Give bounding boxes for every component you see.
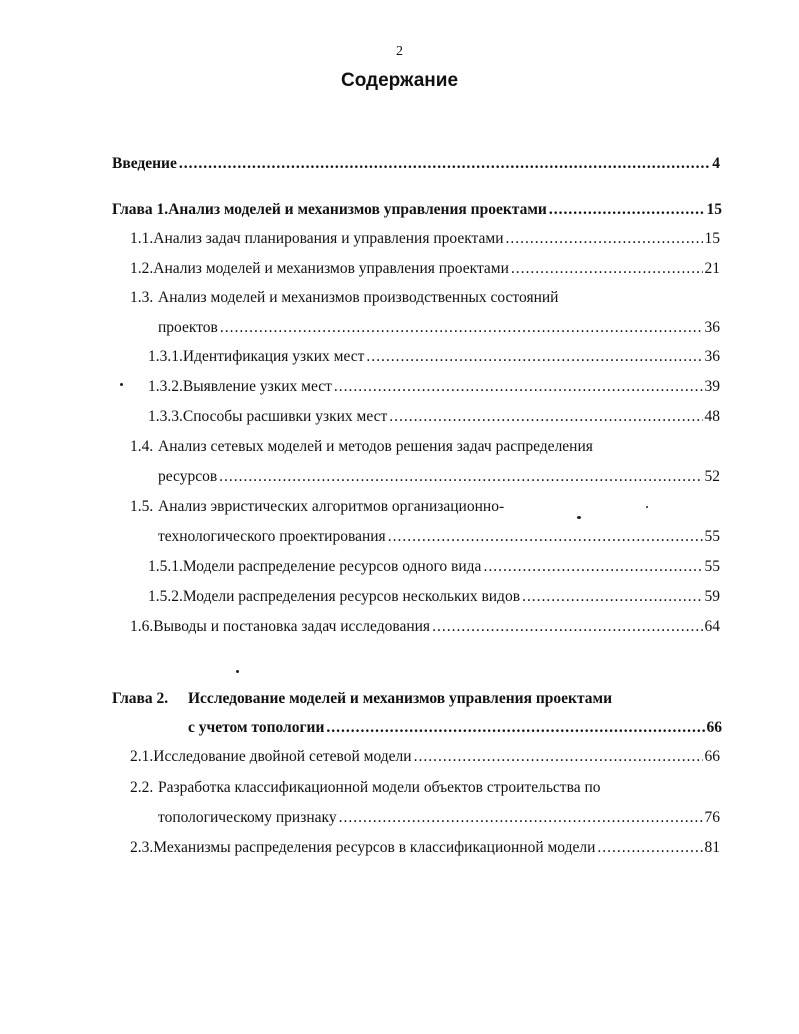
toc-entry-text: Анализ задач планирования и управления проектами [153, 230, 504, 247]
toc-entry-text: Введение [112, 155, 177, 172]
toc-entry-continuation[interactable] [158, 526, 720, 548]
toc-entry-text: проектов [158, 319, 218, 336]
toc-entry-number: 1.3.1. [148, 348, 183, 365]
toc-entry-text: Способы расшивки узких мест [182, 408, 388, 425]
toc-entry-text: технологического проектирования [158, 528, 386, 545]
toc-entry-number: 1.5.1. [148, 558, 183, 575]
toc-entry-continuation[interactable] [158, 807, 720, 829]
toc-dot-leader [549, 199, 705, 221]
toc-entry-continuation[interactable] [158, 466, 720, 488]
toc-entry-number: 1.3.2. [148, 378, 183, 395]
toc-dot-leader [326, 717, 704, 739]
toc-dot-leader [339, 807, 703, 829]
scan-speck [577, 516, 581, 519]
toc-entry-section-1-4[interactable] [130, 436, 720, 458]
toc-entry-section-1-6[interactable] [130, 616, 720, 638]
toc-entry-section-1-5[interactable] [130, 496, 720, 518]
toc-entry-number: 1.4. [130, 438, 154, 455]
toc-dot-leader [388, 526, 703, 548]
toc-entry-number: 2.2. [130, 779, 154, 796]
toc-entry-section-1-3-1[interactable] [148, 346, 720, 368]
toc-entry-page: 4 [712, 155, 720, 172]
toc-entry-number: 1.3. [130, 289, 154, 306]
toc-entry-number: 1.5.2. [148, 588, 183, 605]
toc-entry-text: Анализ моделей и механизмов управления проектами [153, 260, 509, 277]
toc-dot-leader [366, 346, 702, 368]
toc-entry-page: 39 [704, 378, 720, 395]
page-title: Содержание [340, 70, 459, 91]
toc-entry-section-1-3[interactable] [130, 287, 720, 309]
toc-entry-text: Анализ эвристических алгоритмов организационно- [158, 498, 505, 515]
toc-entry-text: Разработка классификационной модели объектов строительства по [158, 779, 601, 796]
toc-dot-leader [597, 837, 702, 859]
toc-entry-number: 1.1. [130, 230, 154, 247]
toc-entry-number: 2.3. [130, 839, 154, 856]
toc-entry-section-1-5-1[interactable] [148, 556, 720, 578]
toc-entry-text: Модели распределение ресурсов одного вида [182, 558, 482, 575]
toc-entry-page: 48 [704, 408, 720, 425]
toc-entry-page: 15 [704, 230, 720, 247]
scan-speck [120, 383, 123, 386]
toc-entry-chapter-2[interactable] [112, 688, 722, 710]
toc-entry-text: с учетом топологии [188, 719, 325, 736]
toc-entry-text: Анализ моделей и механизмов управления проектами [168, 201, 547, 218]
toc-entry-chapter-1[interactable] [112, 199, 722, 221]
page-number: 2 [396, 44, 403, 59]
toc-dot-leader [522, 586, 702, 608]
toc-entry-number: Глава 1. [112, 201, 169, 218]
toc-entry-text: Выявление узких мест [182, 378, 332, 395]
toc-entry-text: Анализ сетевых моделей и методов решения задач распределения [158, 438, 593, 455]
toc-entry-page: 36 [704, 319, 720, 336]
toc-entry-text: Анализ моделей и механизмов производственных состояний [158, 289, 559, 306]
toc-entry-number: 1.6. [130, 618, 154, 635]
toc-dot-leader [389, 406, 702, 428]
toc-entry-section-1-5-2[interactable] [148, 586, 720, 608]
scan-speck [646, 506, 648, 508]
toc-entry-section-1-1[interactable] [130, 228, 720, 250]
toc-entry-number: 1.5. [130, 498, 154, 515]
toc-dot-leader [414, 746, 703, 768]
toc-entry-text: Исследование моделей и механизмов управления проектами [188, 690, 613, 707]
toc-entry-page: 66 [704, 748, 720, 765]
toc-entry-page: 66 [706, 719, 722, 736]
toc-entry-section-1-3-2[interactable] [148, 376, 720, 398]
toc-entry-text: Модели распределения ресурсов нескольких видов [182, 588, 521, 605]
toc-entry-number: 1.3.3. [148, 408, 183, 425]
toc-entry-number: 2.1. [130, 748, 154, 765]
toc-entry-text: Выводы и постановка задач исследования [153, 618, 431, 635]
toc-entry-number: 1.2. [130, 260, 154, 277]
toc-entry-page: 36 [704, 348, 720, 365]
toc-entry-text: топологическому признаку [158, 809, 337, 826]
toc-entry-page: 55 [704, 558, 720, 575]
toc-entry-text: Идентификация узких мест [182, 348, 365, 365]
toc-entry-continuation[interactable] [188, 717, 722, 739]
toc-entry-text: Исследование двойной сетевой модели [153, 748, 412, 765]
toc-entry-page: 52 [704, 468, 720, 485]
toc-dot-leader [506, 228, 703, 250]
toc-entry-section-2-3[interactable] [130, 837, 720, 859]
toc-dot-leader [219, 466, 702, 488]
toc-entry-page: 81 [704, 839, 720, 856]
toc-entry-section-1-2[interactable] [130, 258, 720, 280]
toc-entry-text: Механизмы распределения ресурсов в классификационной модели [153, 839, 596, 856]
toc-dot-leader [432, 616, 702, 638]
toc-dot-leader [179, 153, 710, 175]
toc-entry-section-1-3-3[interactable] [148, 406, 720, 428]
toc-entry-number: Глава 2. [112, 690, 169, 707]
toc-entry-section-2-1[interactable] [130, 746, 720, 768]
toc-dot-leader [511, 258, 703, 280]
toc-entry-continuation[interactable] [158, 317, 720, 339]
toc-entry-page: 21 [704, 260, 720, 277]
toc-entry-section-2-2[interactable] [130, 777, 720, 799]
toc-entry-page: 15 [706, 201, 722, 218]
toc-entry-page: 55 [704, 528, 720, 545]
scan-speck [236, 670, 239, 673]
toc-entry-page: 59 [704, 588, 720, 605]
toc-dot-leader [220, 317, 703, 339]
toc-dot-leader [483, 556, 702, 578]
toc-entry-introduction[interactable] [112, 153, 720, 175]
toc-entry-text: ресурсов [158, 468, 218, 485]
toc-dot-leader [334, 376, 703, 398]
toc-entry-page: 76 [704, 809, 720, 826]
toc-entry-page: 64 [704, 618, 720, 635]
